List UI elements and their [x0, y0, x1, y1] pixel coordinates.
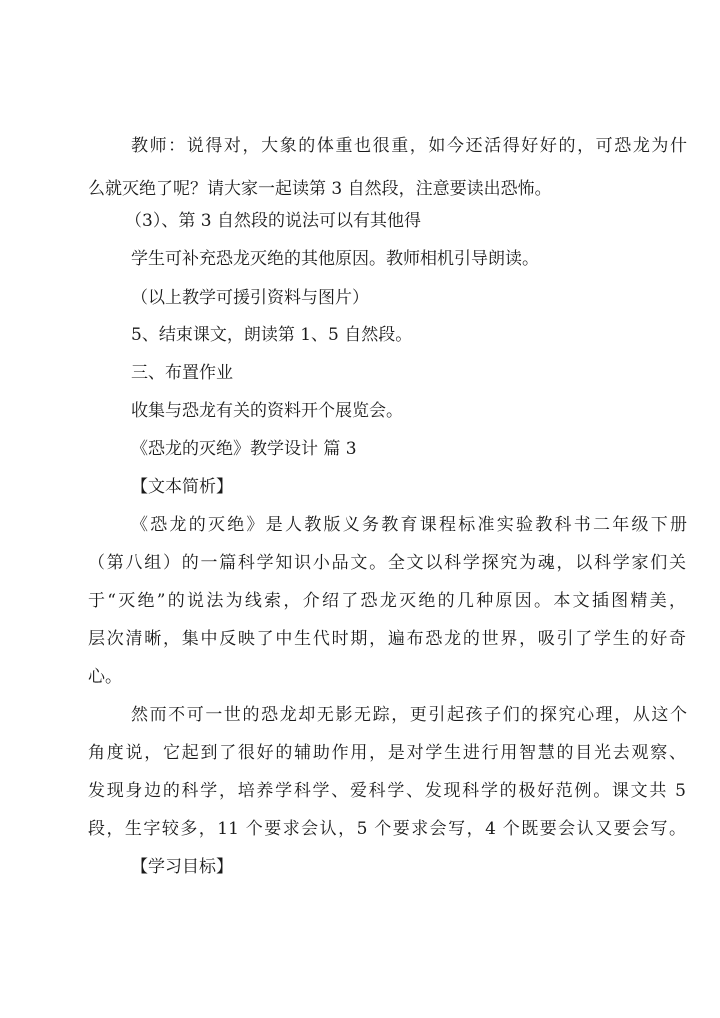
- text-line: 层次清晰，集中反映了中生代时期，遍布恐龙的世界，吸引了学生的好奇: [88, 629, 686, 649]
- text-line: 收集与恐龙有关的资料开个展览会。: [131, 401, 403, 421]
- text-line: 5、结束课文，朗读第 1、5 自然段。: [131, 325, 413, 345]
- section-heading: 【文本简析】: [131, 477, 233, 497]
- text-line: 然而不可一世的恐龙却无影无踪，更引起孩子们的探究心理，从这个: [131, 705, 687, 725]
- text-line: 角度说，它起到了很好的辅助作用，是对学生进行用智慧的目光去观察、: [88, 743, 686, 763]
- text-line: （3）、第 3 自然段的说法可以有其他得: [125, 211, 421, 231]
- text-line: 学生可补充恐龙灭绝的其他原因。教师相机引导朗读。: [131, 249, 539, 269]
- text-line: 么就灭绝了呢？请大家一起读第 3 自然段，注意要读出恐怖。: [88, 179, 552, 199]
- section-heading: 三、布置作业: [131, 363, 233, 383]
- section-heading: 【学习目标】: [131, 857, 233, 877]
- text-line: 发现身边的科学，培养学科学、爱科学、发现科学的极好范例。课文共 5: [88, 781, 686, 801]
- text-line: （以上教学可援引资料与图片）: [131, 288, 369, 308]
- text-line: 心。: [88, 667, 122, 687]
- text-line: 于“灭绝”的说法为线索，介绍了恐龙灭绝的几种原因。本文插图精美，: [88, 591, 686, 611]
- document-title: 《恐龙的灭绝》教学设计 篇 3: [131, 439, 357, 459]
- text-line: （第八组）的一篇科学知识小品文。全文以科学探究为魂，以科学家们关: [88, 553, 686, 573]
- text-line: 段，生字较多，11 个要求会认，5 个要求会写，4 个既要会认又要会写。: [88, 819, 686, 839]
- text-line: 《恐龙的灭绝》是人教版义务教育课程标准实验教科书二年级下册: [131, 515, 687, 535]
- text-line: 教师：说得对，大象的体重也很重，如今还活得好好的，可恐龙为什: [131, 136, 687, 156]
